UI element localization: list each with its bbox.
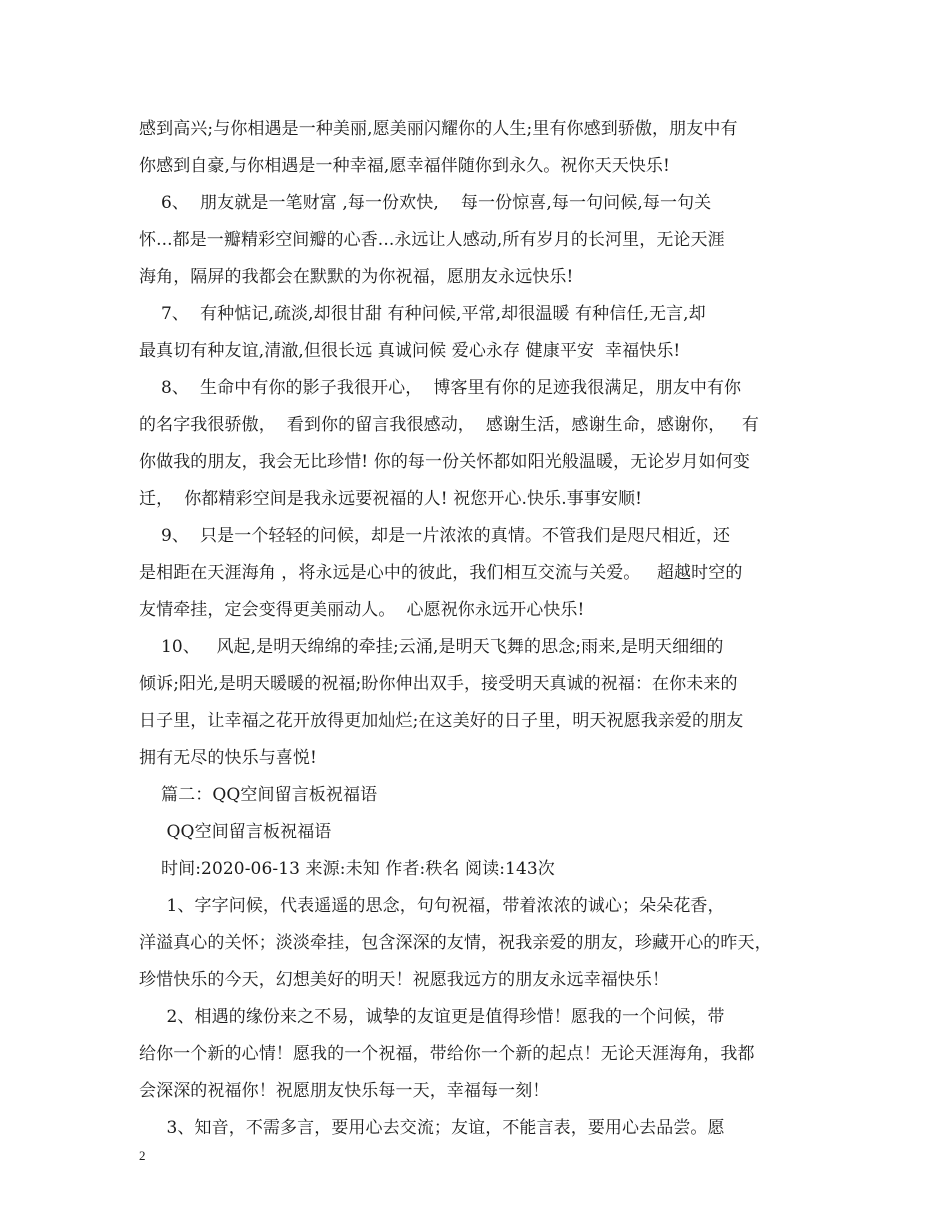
text-line: 你感到自豪,与你相遇是一种幸福,愿幸福伴随你到永久。祝你天天快乐! xyxy=(139,156,670,176)
text-line: 6、 朋友就是一笔财富 ,每一份欢快, 每一份惊喜,每一句问候,每一句关 xyxy=(139,193,712,213)
text-line: 最真切有种友谊,清澈,但很长远 真诚问候 爱心永存 健康平安 幸福快乐! xyxy=(139,341,681,361)
text-line: 7、 有种惦记,疏淡,却很甘甜 有种问候,平常,却很温暖 有种信任,无言,却 xyxy=(139,304,706,324)
section-heading: 篇二：QQ空间留言板祝福语 xyxy=(139,785,378,805)
text-line: 10、 风起,是明天绵绵的牵挂;云涌,是明天飞舞的思念;雨来,是明天细细的 xyxy=(139,637,724,657)
text-line: 怀...都是一瓣精彩空间瓣的心香...永远让人感动,所有岁月的长河里，无论天涯 xyxy=(139,230,725,250)
text-line: 会深深的祝福你！祝愿朋友快乐每一天，幸福每一刻！ xyxy=(139,1081,550,1101)
text-line: 8、 生命中有你的影子我很开心， 博客里有你的足迹我很满足，朋友中有你 xyxy=(139,378,742,398)
text-line: 倾诉;阳光,是明天暖暖的祝福;盼你伸出双手，接受明天真诚的祝福：在你未来的 xyxy=(139,674,738,694)
text-line: 9、 只是一个轻轻的问候，却是一片浓浓的真情。不管我们是咫尺相近，还 xyxy=(139,526,731,546)
text-line: 的名字我很骄傲， 看到你的留言我很感动， 感谢生活，感谢生命，感谢你， 有 xyxy=(139,415,759,435)
article-meta: 时间:2020-06-13 来源:未知 作者:秩名 阅读:143次 xyxy=(139,859,555,879)
text-line: 2、相遇的缘份来之不易，诚挚的友谊更是值得珍惜！愿我的一个问候，带 xyxy=(139,1007,725,1027)
text-line: 拥有无尽的快乐与喜悦! xyxy=(139,748,317,768)
text-line: 日子里，让幸福之花开放得更加灿烂;在这美好的日子里，明天祝愿我亲爱的朋友 xyxy=(139,711,744,731)
article-title: QQ空间留言板祝福语 xyxy=(139,822,332,842)
text-line: 海角，隔屏的我都会在默默的为你祝福，愿朋友永远快乐! xyxy=(139,267,574,287)
text-line: 迁， 你都精彩空间是我永远要祝福的人! 祝您开心.快乐.事事安顺! xyxy=(139,489,643,509)
text-line: 给你一个新的心情！愿我的一个祝福，带给你一个新的起点！无论天涯海角，我都 xyxy=(139,1044,755,1064)
text-line: 3、知音，不需多言，要用心去交流；友谊，不能言表，要用心去品尝。愿 xyxy=(139,1118,725,1138)
text-line: 感到高兴;与你相遇是一种美丽,愿美丽闪耀你的人生;里有你感到骄傲，朋友中有 xyxy=(139,119,738,139)
text-line: 友情牵挂，定会变得更美丽动人。 心愿祝你永远开心快乐! xyxy=(139,600,585,620)
text-line: 珍惜快乐的今天，幻想美好的明天！祝愿我远方的朋友永远幸福快乐！ xyxy=(139,970,670,990)
text-line: 你做我的朋友，我会无比珍惜! 你的每一份关怀都如阳光般温暖，无论岁月如何变 xyxy=(139,452,750,472)
text-line: 洋溢真心的关怀；淡淡牵挂，包含深深的友情，祝我亲爱的朋友，珍藏开心的昨天， xyxy=(139,933,772,953)
text-line: 1、字字问候，代表遥遥的思念，句句祝福，带着浓浓的诚心；朵朵花香， xyxy=(139,896,725,916)
page-number: 2 xyxy=(139,1148,146,1163)
text-line: 是相距在天涯海角 ，将永远是心中的彼此，我们相互交流与关爱。 超越时空的 xyxy=(139,563,743,583)
